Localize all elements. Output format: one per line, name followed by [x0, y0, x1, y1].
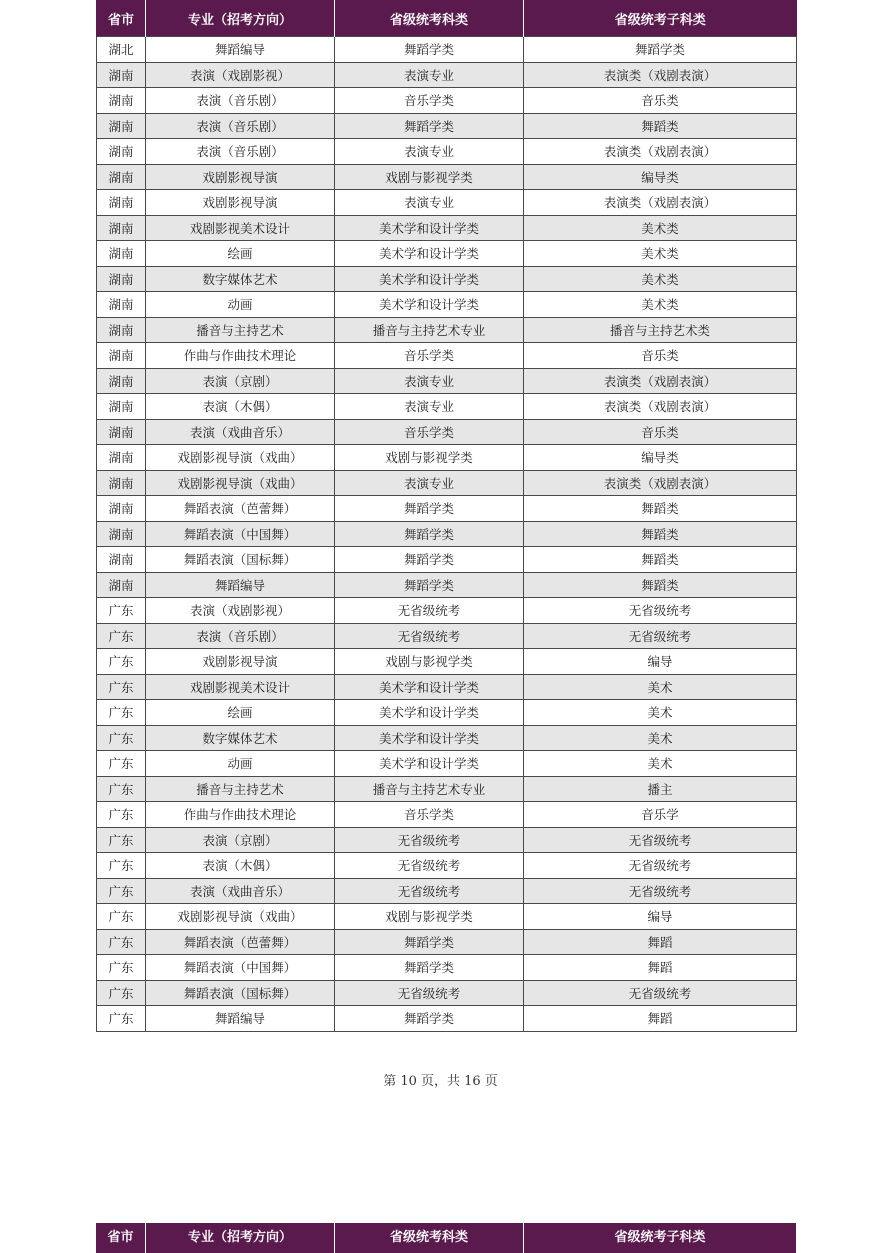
cell-exam-category: 表演专业	[335, 368, 524, 394]
cell-exam-subcategory: 音乐类	[524, 419, 797, 445]
cell-exam-category: 表演专业	[335, 190, 524, 216]
next-page-table-header	[96, 1223, 796, 1253]
cell-exam-category: 舞蹈学类	[335, 929, 524, 955]
cell-exam-subcategory: 美术	[524, 751, 797, 777]
cell-major: 舞蹈表演（国标舞）	[146, 547, 335, 573]
cell-province: 广东	[97, 929, 146, 955]
cell-exam-category: 舞蹈学类	[335, 955, 524, 981]
cell-exam-subcategory: 美术类	[524, 266, 797, 292]
cell-exam-category: 舞蹈学类	[335, 1006, 524, 1032]
header-province: 省市	[97, 0, 146, 37]
cell-exam-subcategory: 表演类（戏剧表演）	[524, 470, 797, 496]
cell-major: 播音与主持艺术	[146, 776, 335, 802]
table-row	[97, 955, 797, 981]
cell-exam-subcategory: 舞蹈类	[524, 572, 797, 598]
cell-exam-subcategory: 舞蹈类	[524, 521, 797, 547]
cell-exam-category: 音乐学类	[335, 802, 524, 828]
header-major: 专业（招考方向）	[145, 1223, 334, 1253]
cell-exam-subcategory: 无省级统考	[524, 878, 797, 904]
cell-major: 舞蹈表演（芭蕾舞）	[146, 929, 335, 955]
cell-province: 广东	[97, 649, 146, 675]
table-row	[97, 649, 797, 675]
cell-exam-subcategory: 美术类	[524, 215, 797, 241]
header-exam-category: 省级统考科类	[335, 0, 524, 37]
cell-province: 广东	[97, 904, 146, 930]
cell-exam-category: 戏剧与影视学类	[335, 445, 524, 471]
cell-province: 湖南	[97, 139, 146, 165]
cell-exam-subcategory: 美术	[524, 700, 797, 726]
cell-major: 表演（戏曲音乐）	[146, 878, 335, 904]
cell-major: 舞蹈编导	[146, 572, 335, 598]
cell-major: 戏剧影视导演	[146, 190, 335, 216]
cell-exam-subcategory: 播音与主持艺术类	[524, 317, 797, 343]
table-row	[97, 827, 797, 853]
cell-exam-category: 音乐学类	[335, 419, 524, 445]
cell-province: 湖南	[97, 419, 146, 445]
cell-province: 广东	[97, 725, 146, 751]
table-row	[97, 751, 797, 777]
table-row	[97, 853, 797, 879]
table-row	[97, 37, 797, 63]
cell-major: 戏剧影视导演（戏曲）	[146, 445, 335, 471]
cell-major: 绘画	[146, 241, 335, 267]
cell-province: 湖南	[97, 215, 146, 241]
cell-exam-subcategory: 舞蹈	[524, 929, 797, 955]
cell-major: 戏剧影视导演	[146, 649, 335, 675]
cell-major: 表演（戏剧影视）	[146, 598, 335, 624]
cell-exam-category: 美术学和设计学类	[335, 292, 524, 318]
cell-major: 表演（音乐剧）	[146, 623, 335, 649]
cell-exam-subcategory: 编导类	[524, 164, 797, 190]
cell-province: 湖南	[97, 190, 146, 216]
cell-province: 湖南	[97, 88, 146, 114]
cell-exam-category: 戏剧与影视学类	[335, 649, 524, 675]
cell-major: 戏剧影视导演（戏曲）	[146, 904, 335, 930]
cell-exam-subcategory: 表演类（戏剧表演）	[524, 368, 797, 394]
cell-exam-subcategory: 舞蹈学类	[524, 37, 797, 63]
cell-exam-category: 舞蹈学类	[335, 113, 524, 139]
cell-major: 戏剧影视美术设计	[146, 674, 335, 700]
cell-province: 广东	[97, 598, 146, 624]
cell-province: 湖南	[97, 62, 146, 88]
table-row	[97, 547, 797, 573]
cell-major: 表演（音乐剧）	[146, 139, 335, 165]
table-row	[97, 725, 797, 751]
cell-province: 广东	[97, 853, 146, 879]
header-exam-category: 省级统考科类	[334, 1223, 523, 1253]
cell-exam-subcategory: 无省级统考	[524, 827, 797, 853]
cell-exam-subcategory: 美术类	[524, 241, 797, 267]
header-province: 省市	[107, 1230, 134, 1245]
table-row	[97, 623, 797, 649]
table-row	[97, 292, 797, 318]
table-row	[97, 521, 797, 547]
cell-province: 湖南	[97, 368, 146, 394]
table-row	[97, 394, 797, 420]
cell-major: 表演（戏剧影视）	[146, 62, 335, 88]
cell-province: 广东	[97, 700, 146, 726]
cell-exam-category: 表演专业	[335, 470, 524, 496]
cell-province: 湖南	[97, 292, 146, 318]
cell-exam-category: 无省级统考	[335, 853, 524, 879]
table-row	[97, 700, 797, 726]
cell-province: 湖南	[97, 343, 146, 369]
cell-exam-category: 美术学和设计学类	[335, 674, 524, 700]
cell-exam-category: 音乐学类	[335, 343, 524, 369]
table-header-row	[97, 0, 797, 37]
table-row	[97, 164, 797, 190]
cell-province: 广东	[97, 827, 146, 853]
cell-exam-subcategory: 表演类（戏剧表演）	[524, 190, 797, 216]
header-exam-subcategory: 省级统考子科类	[524, 0, 797, 37]
table-row	[97, 317, 797, 343]
cell-major: 舞蹈编导	[146, 37, 335, 63]
cell-exam-subcategory: 编导	[524, 649, 797, 675]
cell-province: 广东	[97, 674, 146, 700]
cell-province: 湖南	[97, 266, 146, 292]
cell-province: 湖南	[97, 317, 146, 343]
cell-major: 表演（木偶）	[146, 853, 335, 879]
cell-major: 动画	[146, 292, 335, 318]
table-row	[97, 776, 797, 802]
table-row	[97, 470, 797, 496]
cell-province: 湖南	[97, 547, 146, 573]
cell-province: 湖南	[97, 394, 146, 420]
cell-province: 湖南	[97, 445, 146, 471]
cell-exam-category: 美术学和设计学类	[335, 266, 524, 292]
table-row	[97, 929, 797, 955]
cell-exam-category: 美术学和设计学类	[335, 751, 524, 777]
cell-major: 表演（音乐剧）	[146, 113, 335, 139]
table-row	[97, 88, 797, 114]
table-row	[97, 802, 797, 828]
table-body	[97, 37, 797, 1032]
cell-exam-category: 无省级统考	[335, 980, 524, 1006]
cell-exam-subcategory: 编导类	[524, 445, 797, 471]
table-row	[97, 113, 797, 139]
cell-exam-subcategory: 无省级统考	[524, 623, 797, 649]
cell-exam-subcategory: 美术类	[524, 292, 797, 318]
cell-exam-subcategory: 播主	[524, 776, 797, 802]
cell-major: 表演（戏曲音乐）	[146, 419, 335, 445]
cell-exam-category: 无省级统考	[335, 827, 524, 853]
cell-major: 数字媒体艺术	[146, 725, 335, 751]
cell-province: 湖南	[97, 164, 146, 190]
table-row	[97, 496, 797, 522]
cell-exam-subcategory: 表演类（戏剧表演）	[524, 139, 797, 165]
cell-exam-category: 戏剧与影视学类	[335, 904, 524, 930]
cell-province: 湖南	[97, 521, 146, 547]
cell-province: 广东	[97, 802, 146, 828]
cell-province: 湖南	[97, 113, 146, 139]
cell-exam-subcategory: 音乐类	[524, 88, 797, 114]
table-row	[97, 598, 797, 624]
cell-exam-category: 美术学和设计学类	[335, 215, 524, 241]
cell-major: 播音与主持艺术	[146, 317, 335, 343]
cell-exam-category: 音乐学类	[335, 88, 524, 114]
cell-exam-subcategory: 舞蹈类	[524, 496, 797, 522]
table-row	[97, 190, 797, 216]
cell-exam-subcategory: 音乐学	[524, 802, 797, 828]
table-row	[97, 419, 797, 445]
cell-exam-category: 美术学和设计学类	[335, 725, 524, 751]
header-exam-subcategory: 省级统考子科类	[523, 1223, 796, 1253]
cell-major: 戏剧影视导演	[146, 164, 335, 190]
table-row	[97, 878, 797, 904]
cell-exam-category: 舞蹈学类	[335, 37, 524, 63]
table-row	[97, 139, 797, 165]
cell-exam-category: 舞蹈学类	[335, 496, 524, 522]
cell-exam-category: 美术学和设计学类	[335, 700, 524, 726]
cell-major: 舞蹈表演（中国舞）	[146, 955, 335, 981]
cell-province: 广东	[97, 751, 146, 777]
cell-major: 作曲与作曲技术理论	[146, 802, 335, 828]
cell-major: 表演（音乐剧）	[146, 88, 335, 114]
table-row	[97, 980, 797, 1006]
table-row	[97, 215, 797, 241]
cell-major: 戏剧影视美术设计	[146, 215, 335, 241]
cell-exam-category: 无省级统考	[335, 598, 524, 624]
cell-exam-category: 戏剧与影视学类	[335, 164, 524, 190]
cell-exam-category: 舞蹈学类	[335, 521, 524, 547]
cell-exam-subcategory: 美术	[524, 725, 797, 751]
table-row	[97, 1006, 797, 1032]
table-row	[97, 241, 797, 267]
cell-major: 表演（木偶）	[146, 394, 335, 420]
cell-province: 湖北	[97, 37, 146, 63]
cell-major: 绘画	[146, 700, 335, 726]
cell-exam-subcategory: 无省级统考	[524, 598, 797, 624]
cell-province: 湖南	[97, 241, 146, 267]
table-row	[97, 445, 797, 471]
cell-exam-subcategory: 美术	[524, 674, 797, 700]
cell-exam-subcategory: 无省级统考	[524, 853, 797, 879]
table-row	[97, 343, 797, 369]
header-major: 专业（招考方向）	[146, 0, 335, 37]
cell-province: 广东	[97, 623, 146, 649]
cell-exam-category: 表演专业	[335, 394, 524, 420]
cell-exam-subcategory: 表演类（戏剧表演）	[524, 62, 797, 88]
cell-major: 动画	[146, 751, 335, 777]
cell-exam-category: 播音与主持艺术专业	[335, 317, 524, 343]
cell-exam-subcategory: 编导	[524, 904, 797, 930]
cell-exam-category: 舞蹈学类	[335, 547, 524, 573]
cell-major: 舞蹈编导	[146, 1006, 335, 1032]
cell-exam-category: 舞蹈学类	[335, 572, 524, 598]
table-row	[97, 266, 797, 292]
cell-exam-subcategory: 舞蹈	[524, 1006, 797, 1032]
cell-province: 广东	[97, 776, 146, 802]
cell-exam-subcategory: 舞蹈类	[524, 547, 797, 573]
cell-province: 广东	[97, 980, 146, 1006]
cell-exam-subcategory: 舞蹈类	[524, 113, 797, 139]
cell-major: 舞蹈表演（国标舞）	[146, 980, 335, 1006]
cell-province: 广东	[97, 955, 146, 981]
cell-province: 广东	[97, 1006, 146, 1032]
cell-exam-category: 美术学和设计学类	[335, 241, 524, 267]
cell-major: 作曲与作曲技术理论	[146, 343, 335, 369]
cell-exam-category: 播音与主持艺术专业	[335, 776, 524, 802]
cell-major: 表演（京剧）	[146, 368, 335, 394]
table-row	[97, 62, 797, 88]
table-row	[97, 674, 797, 700]
cell-province: 湖南	[97, 470, 146, 496]
table-row	[97, 572, 797, 598]
table-row	[97, 904, 797, 930]
cell-province: 广东	[97, 878, 146, 904]
admissions-table	[96, 0, 797, 1032]
cell-exam-subcategory: 音乐类	[524, 343, 797, 369]
cell-exam-subcategory: 舞蹈	[524, 955, 797, 981]
page-number: 第 10 页，共 16 页	[383, 1074, 498, 1089]
table-row	[97, 368, 797, 394]
cell-exam-subcategory: 表演类（戏剧表演）	[524, 394, 797, 420]
cell-major: 戏剧影视导演（戏曲）	[146, 470, 335, 496]
cell-exam-category: 表演专业	[335, 139, 524, 165]
cell-exam-category: 无省级统考	[335, 623, 524, 649]
cell-major: 表演（京剧）	[146, 827, 335, 853]
cell-exam-subcategory: 无省级统考	[524, 980, 797, 1006]
cell-province: 湖南	[97, 572, 146, 598]
cell-province: 湖南	[97, 496, 146, 522]
cell-exam-category: 无省级统考	[335, 878, 524, 904]
cell-major: 舞蹈表演（芭蕾舞）	[146, 496, 335, 522]
cell-major: 舞蹈表演（中国舞）	[146, 521, 335, 547]
cell-major: 数字媒体艺术	[146, 266, 335, 292]
cell-exam-category: 表演专业	[335, 62, 524, 88]
